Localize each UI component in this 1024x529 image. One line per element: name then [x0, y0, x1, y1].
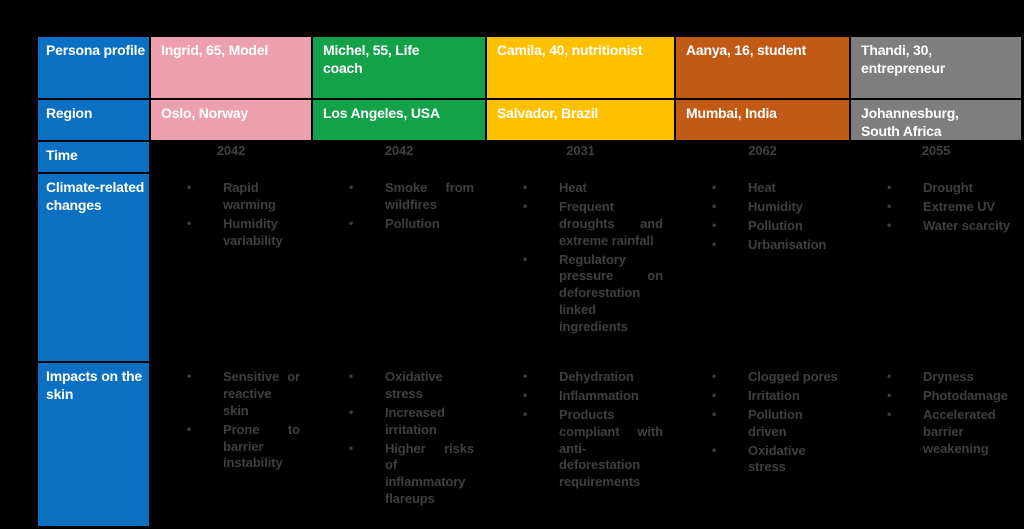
bullet-text: Heat — [748, 180, 776, 195]
row-header-region: Region — [37, 99, 150, 141]
bullet-item — [709, 218, 838, 235]
bullet-text: Dryness — [923, 369, 974, 384]
bullet-text: Increased irritation — [385, 404, 445, 437]
persona-cell-thandi: Thandi, 30, entrepreneur — [850, 36, 1022, 99]
skin-impacts-aanya — [675, 362, 850, 527]
bullet-icon: • — [349, 440, 354, 455]
bullet-icon: • — [712, 236, 717, 251]
region-cell-johannesburg: Johannesburg, South Africa — [850, 99, 1022, 141]
bullet-text: Inflammation — [559, 387, 639, 403]
bullet-icon: • — [349, 404, 354, 419]
bullet-text: Products compliant with anti-deforestation requirements — [559, 406, 663, 490]
bullet-text: Extreme UV — [923, 198, 995, 214]
time-value-camila: 2031 — [566, 143, 595, 158]
bullet-text: Photodamage — [923, 387, 1008, 403]
bullet-item — [520, 180, 663, 197]
bullet-icon: • — [187, 215, 192, 230]
bullet-icon: • — [887, 217, 892, 232]
bullet-icon: • — [712, 369, 717, 383]
bullet-item — [709, 443, 838, 477]
persona-cell-ingrid: Ingrid, 65, Model — [150, 36, 312, 99]
persona-cell-camila: Camila, 40, nutritionist — [486, 36, 675, 99]
climate-changes-aanya — [675, 173, 850, 362]
bullet-icon: • — [349, 180, 354, 194]
bullet-icon: • — [887, 198, 892, 213]
bullet-icon: • — [887, 369, 892, 383]
bullet-icon: • — [712, 180, 717, 194]
bullet-icon: • — [349, 369, 354, 383]
row-header-time: Time — [37, 141, 150, 173]
bullet-text: Clogged pores — [748, 369, 838, 384]
bullet-icon: • — [523, 406, 528, 421]
bullet-icon: • — [523, 369, 528, 383]
region-cell-oslo: Oslo, Norway — [150, 99, 312, 141]
bullet-text: Water scarcity — [923, 217, 1010, 233]
region-cell-salvador: Salvador, Brazil — [486, 99, 675, 141]
bullet-item — [709, 237, 838, 254]
bullet-text: Humidity variability — [223, 215, 283, 248]
bullet-icon: • — [887, 180, 892, 194]
bullet-item — [884, 407, 1010, 458]
bullet-text: Rapid warming — [223, 180, 276, 212]
climate-changes-ingrid — [150, 173, 312, 362]
bullet-text: Urbanisation — [748, 236, 827, 252]
bullet-icon: • — [523, 251, 528, 266]
bullet-text: Dehydration — [559, 369, 634, 384]
bullet-item — [184, 422, 300, 473]
bullet-item — [884, 180, 1010, 197]
bullet-item — [184, 216, 300, 250]
bullet-text: Accelerated barrier weakening — [923, 406, 996, 456]
bullet-item — [346, 180, 474, 214]
bullet-text: Regulatory pressure on deforestation linked ingredients — [559, 251, 663, 335]
bullet-icon: • — [887, 387, 892, 402]
climate-changes-thandi — [850, 173, 1022, 362]
bullet-text: Pollution — [748, 217, 803, 233]
row-header-climate-changes: Climate-related changes — [37, 173, 150, 362]
bullet-icon: • — [187, 421, 192, 436]
bullet-item — [709, 369, 838, 386]
bullet-icon: • — [712, 198, 717, 213]
skin-impacts-thandi — [850, 362, 1022, 527]
region-cell-mumbai: Mumbai, India — [675, 99, 850, 141]
bullet-item — [520, 369, 663, 386]
bullet-item — [709, 388, 838, 405]
bullet-text: Drought — [923, 180, 973, 195]
bullet-item — [520, 252, 663, 336]
bullet-icon: • — [187, 180, 192, 194]
bullet-text: Higher risks of inflammatory flareups — [385, 440, 474, 507]
bullet-icon: • — [712, 406, 717, 421]
bullet-item — [346, 405, 474, 439]
bullet-item — [884, 388, 1010, 405]
bullet-item — [709, 180, 838, 197]
climate-changes-michel — [312, 173, 486, 362]
bullet-item — [184, 180, 300, 214]
persona-cell-aanya: Aanya, 16, student — [675, 36, 850, 99]
bullet-text: Frequent droughts and extreme rainfall — [559, 198, 663, 248]
bullet-item — [184, 369, 300, 420]
bullet-item — [346, 369, 474, 403]
bullet-text: Humidity — [748, 198, 803, 214]
persona-comparison-table — [37, 36, 1022, 527]
bullet-text: Smoke from wildfires — [385, 180, 474, 212]
skin-impacts-camila — [486, 362, 675, 527]
persona-cell-michel: Michel, 55, Life coach — [312, 36, 486, 99]
bullet-text: Pollution driven — [748, 406, 803, 439]
bullet-item — [520, 407, 663, 491]
bullet-item — [520, 199, 663, 250]
bullet-text: Heat — [559, 180, 587, 195]
time-value-michel: 2042 — [384, 143, 414, 158]
bullet-text: Prone to barrier instability — [223, 421, 300, 471]
bullet-text: Irritation — [748, 387, 800, 403]
row-header-persona-profile: Persona profile — [37, 36, 150, 99]
bullet-icon: • — [523, 180, 528, 194]
bullet-item — [520, 388, 663, 405]
bullet-item — [709, 407, 838, 441]
bullet-item — [709, 199, 838, 216]
bullet-text: Oxidative stress — [748, 442, 806, 475]
region-cell-los-angeles: Los Angeles, USA — [312, 99, 486, 141]
time-value-ingrid: 2042 — [216, 143, 246, 158]
bullet-icon: • — [349, 215, 354, 230]
time-value-thandi: 2055 — [921, 143, 951, 158]
bullet-icon: • — [523, 387, 528, 402]
bullet-icon: • — [712, 217, 717, 232]
row-header-skin-impacts: Impacts on the skin — [37, 362, 150, 527]
bullet-icon: • — [523, 198, 528, 213]
bullet-item — [346, 216, 474, 233]
climate-changes-camila — [486, 173, 675, 362]
time-value-aanya: 2062 — [748, 143, 777, 158]
bullet-icon: • — [712, 442, 717, 457]
bullet-icon: • — [712, 387, 717, 402]
skin-impacts-ingrid — [150, 362, 312, 527]
bullet-text: Oxidative stress — [385, 369, 443, 401]
bullet-icon: • — [887, 406, 892, 421]
bullet-item — [884, 199, 1010, 216]
bullet-text: Sensitive or reactive skin — [223, 369, 300, 418]
bullet-item — [346, 441, 474, 509]
skin-impacts-michel — [312, 362, 486, 527]
bullet-item — [884, 218, 1010, 235]
bullet-text: Pollution — [385, 215, 440, 231]
bullet-item — [884, 369, 1010, 386]
bullet-icon: • — [187, 369, 192, 383]
